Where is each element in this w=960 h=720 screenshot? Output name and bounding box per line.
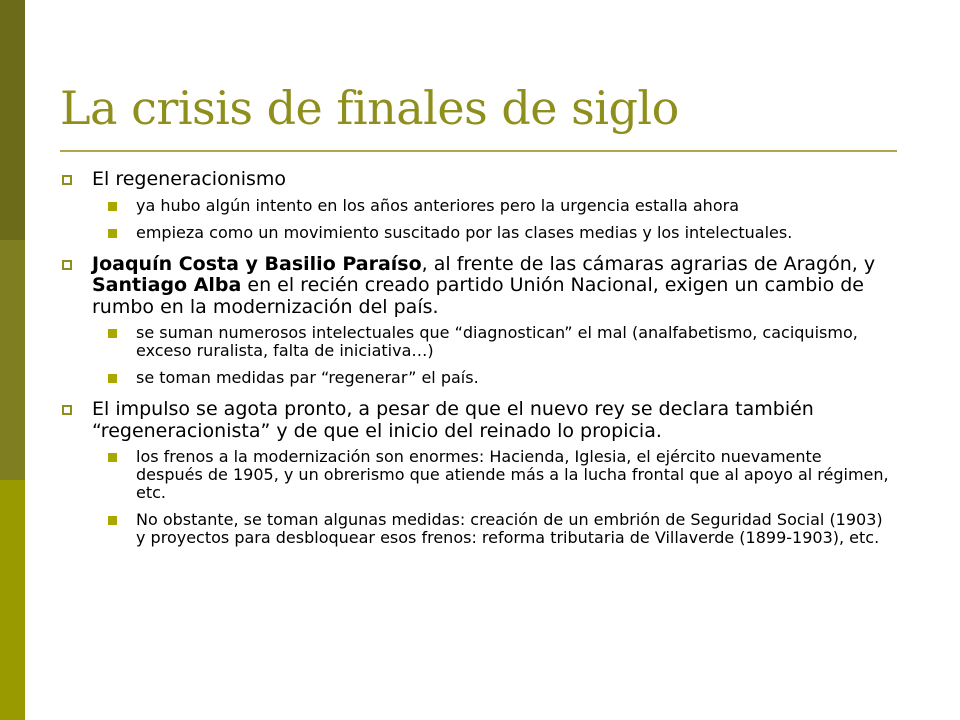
bullet-text [92,254,892,319]
bullet-text-middle: , al frente de las cámaras agrarias de Aragón, y [421,252,876,275]
sub-bullet-text: se suman numerosos intelectuales que “diagnostican” el mal (analfabetismo, caciquismo, exceso ruralista, falta de iniciativa…) [136,323,858,360]
side-stripe-middle [0,240,25,480]
square-bullet-icon [108,329,117,338]
slide-title: La crisis de finales de siglo [60,81,679,135]
sub-bullet-text: empieza como un movimiento suscitado por las clases medias y los intelectuales. [136,222,793,242]
sub-bullet-text: se toman medidas par “regenerar” el país. [136,368,479,387]
square-bullet-icon [108,516,117,525]
sub-bullet-item [92,369,892,387]
bold-names-costa-paraiso: Joaquín Costa y Basilio Paraíso [92,252,422,275]
bullet-text: El regeneracionismo [92,168,287,190]
bullet-point-regeneracionismo [62,169,892,242]
sub-bullet-text: No obstante, se toman algunas medidas: creación de un embrión de Seguridad Social (1903) y proyectos para desbloquear esos frenos: reforma tributaria de Villaverde (1899-1903), etc. [136,510,883,547]
bullet-text: El impulso se agota pronto, a pesar de que el nuevo rey se declara también “regeneracionista” y de que el inicio del reinado lo propicia. [92,398,814,442]
side-stripe-top [0,0,25,240]
bold-name-santiago-alba: Santiago Alba [92,274,242,296]
side-stripe-bottom [0,480,25,720]
bullet-point-impulso [62,399,892,547]
title-divider [60,150,897,152]
square-bullet-icon [62,405,72,415]
bullet-text-tail: en el recién creado partido Unión Nacional, exigen un cambio de rumbo en la modernización del país. [92,274,864,318]
bullet-point-costa-paraiso [62,254,892,388]
slide-body [62,169,892,547]
sub-bullet-text: los frenos a la modernización son enormes: Hacienda, Iglesia, el ejército nuevamente después de 1905, y un obrerismo que atiende más a la lucha frontal que al apoyo al régimen, etc. [136,447,889,502]
square-bullet-icon [62,175,72,185]
sub-bullet-item [92,197,892,215]
sub-bullet-item [92,324,892,360]
square-bullet-icon [108,202,117,211]
square-bullet-icon [108,229,117,238]
sub-bullet-item [92,448,892,502]
sub-bullet-list [92,324,892,387]
sub-bullet-list [92,197,892,242]
square-bullet-icon [62,260,72,270]
sub-bullet-item [92,511,892,547]
square-bullet-icon [108,374,117,383]
sub-bullet-item [92,224,892,242]
sub-bullet-list [92,448,892,547]
sub-bullet-text: ya hubo algún intento en los años anteriores pero la urgencia estalla ahora [136,195,739,215]
square-bullet-icon [108,453,117,462]
